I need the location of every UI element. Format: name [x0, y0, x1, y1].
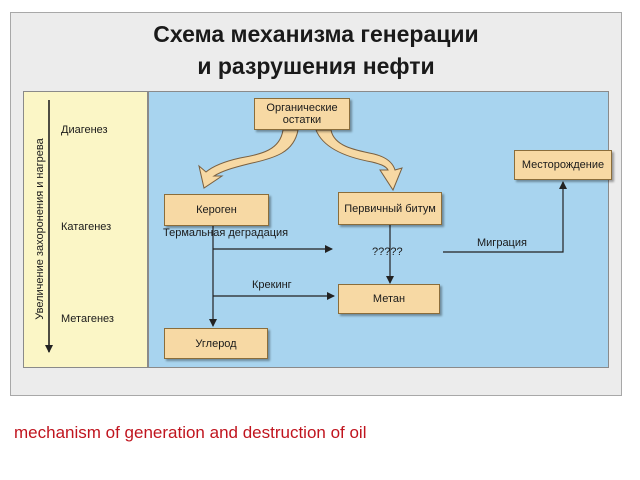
caption: mechanism of generation and destruction of oil	[14, 423, 367, 442]
organic-remains-line-1: Органические	[266, 102, 338, 114]
curved-arrow-to-kerogen	[199, 130, 298, 188]
organic-remains-box	[254, 98, 350, 130]
stage-catagenesis: Катагенез	[61, 221, 112, 233]
organic-remains-line-2: остатки	[282, 114, 322, 126]
stage-diagenesis: Диагенез	[61, 124, 108, 136]
cracking-label: Крекинг	[252, 279, 292, 291]
title-line-2: и разрушения нефти	[197, 53, 435, 79]
carbon-box: Углерод	[164, 328, 268, 359]
migration-label: Миграция	[477, 237, 527, 249]
burial-axis-text: Увеличение захоронения и нагрева	[34, 138, 46, 320]
kerogen-box: Кероген	[164, 194, 269, 226]
stage-metagenesis: Метагенез	[61, 313, 114, 325]
primary-bitumen-box: Первичный битум	[338, 192, 442, 225]
deposit-box: Месторождение	[514, 150, 612, 180]
methane-box: Метан	[338, 284, 440, 314]
unknown-product-label: ?????	[372, 246, 403, 258]
curved-arrow-to-bitumen	[316, 130, 402, 190]
thermal-degradation-label: Термальная деградация	[163, 227, 289, 239]
title-line-1: Схема механизма генерации	[153, 21, 479, 47]
